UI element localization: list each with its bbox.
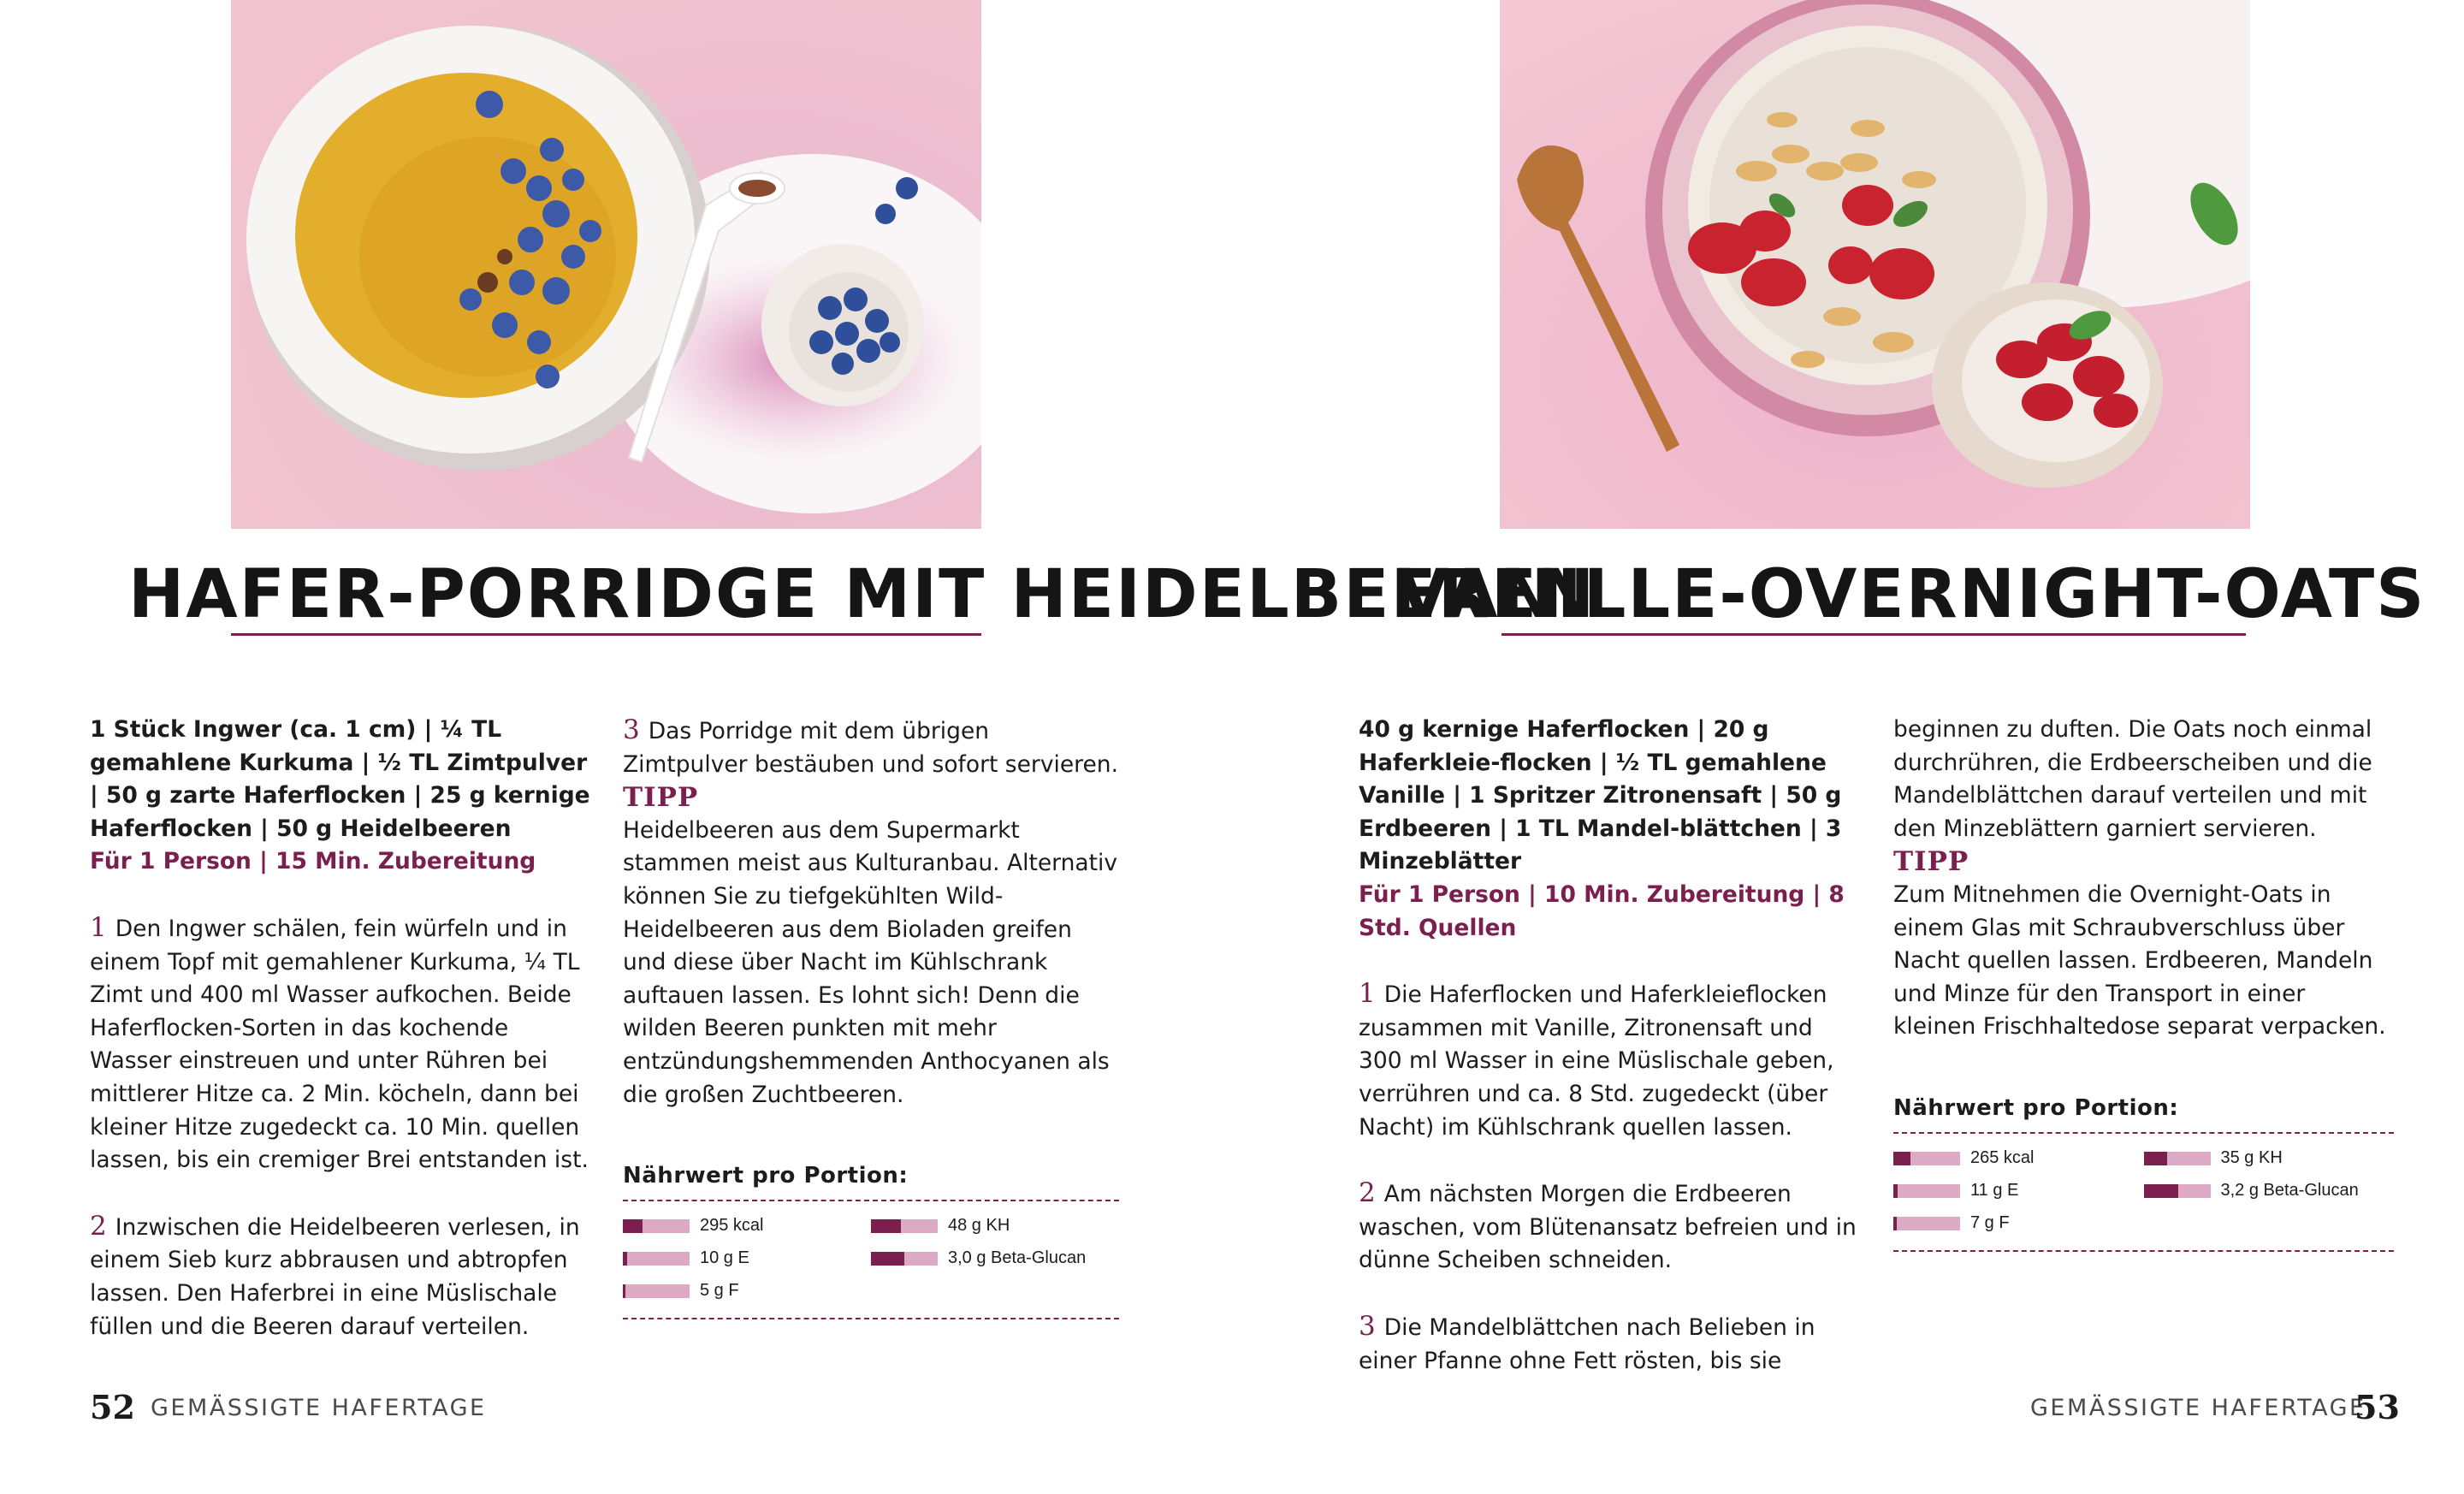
running-head: GEMÄSSIGTE HAFERTAGE (2030, 1395, 2366, 1421)
servings-time: Für 1 Person | 15 Min. Zubereitung (90, 848, 536, 875)
nutrition-bar (2144, 1184, 2211, 1198)
nutrition-bar (1893, 1217, 1960, 1230)
page-number: 52 (90, 1388, 135, 1426)
overnight-oats-photo (1500, 0, 2250, 529)
nutrition-item (623, 1275, 871, 1307)
nutrition-item (871, 1242, 1119, 1275)
nutrition-bar (871, 1219, 938, 1233)
nutrition-item (1893, 1175, 2144, 1207)
nutrition-item (2144, 1142, 2395, 1175)
recipe-title: VANILLE-OVERNIGHT-OATS (1397, 556, 2426, 633)
nutrition-bar (1893, 1152, 1960, 1165)
step-1 (1359, 977, 1859, 1144)
nutrition-label: 11 g E (1970, 1181, 2019, 1201)
nutrition-label: 295 kcal (700, 1216, 764, 1236)
step-number: 3 (623, 714, 640, 745)
step-2 (90, 1210, 590, 1343)
nutrition-item (1893, 1142, 2144, 1175)
nutrition-bar (2144, 1152, 2211, 1165)
nutrition-label: 35 g KH (2220, 1148, 2283, 1168)
running-head: GEMÄSSIGTE HAFERTAGE (151, 1395, 487, 1421)
nutrition-table (1893, 1132, 2394, 1252)
step-number: 1 (1359, 978, 1376, 1010)
nutrition-item (623, 1242, 871, 1275)
tipp-heading: TIPP (623, 782, 699, 814)
step-3 (1359, 1310, 1859, 1378)
nutrition-item (871, 1210, 1119, 1242)
step-text: Die Haferflocken und Haferkleieflocken zusammen mit Vanille, Zitronensaft und 300 ml Wasser in eine Müslischale geben, verrühren und ca. 8 Std. zugedeckt (über Nacht) im Kühlschrank quellen lassen. (1359, 981, 1834, 1141)
nutrition-label: 10 g E (700, 1248, 749, 1268)
nutrition-item (2144, 1175, 2395, 1207)
tipp-text: Zum Mitnehmen die Overnight-Oats in einem Glas mit Schraubverschluss über Nacht quellen lassen. Erdbeeren, Mandeln und Minze für den Transport in einer kleinen Frischhaltedose separat verpacken. (1893, 880, 2386, 1040)
title-underline (231, 633, 981, 636)
step-text: Inzwischen die Heidelbeeren verlesen, in einem Sieb kurz abbrausen und abtropfen lassen. Den Haferbrei in eine Müslischale füllen und die Beeren darauf verteilen. (90, 1213, 580, 1340)
recipe-title: HAFER-PORRIDGE MIT HEIDELBEEREN (128, 556, 1596, 633)
step-text: Am nächsten Morgen die Erdbeeren waschen, vom Blütenansatz befreien und in dünne Scheiben schneiden. (1359, 1181, 1857, 1274)
nutrition-bar (1893, 1184, 1960, 1198)
step-number: 1 (90, 911, 107, 943)
nutrition-table (623, 1200, 1119, 1319)
right-column-1 (1359, 714, 1859, 1378)
servings-time: Für 1 Person | 10 Min. Zubereitung | 8 Std. Quellen (1359, 880, 1845, 941)
nutrition-label: 5 g F (700, 1281, 739, 1301)
nutrition-heading: Nährwert pro Portion: (1893, 1094, 2179, 1121)
step-number: 3 (1359, 1310, 1376, 1342)
step-number: 2 (1359, 1177, 1376, 1209)
left-column-1 (90, 714, 590, 1343)
nutrition-label: 3,0 g Beta-Glucan (948, 1248, 1087, 1268)
nutrition-heading: Nährwert pro Portion: (623, 1163, 909, 1189)
nutrition-bar (623, 1252, 690, 1266)
ingredients: 40 g kernige Haferflocken | 20 g Haferkleie-flocken | ½ TL gemahlene Vanille | 1 Spritzer Zitronensaft | 50 g Erdbeeren | 1 TL Mandel-blättchen | 3 Minzeblätter (1359, 716, 1842, 875)
nutrition-bar (623, 1284, 690, 1298)
step-1 (90, 911, 590, 1177)
title-underline (1502, 633, 2246, 636)
nutrition-label: 3,2 g Beta-Glucan (2220, 1181, 2359, 1201)
nutrition-item (623, 1210, 871, 1242)
nutrition-bar (623, 1219, 690, 1233)
nutrition-label: 265 kcal (1970, 1148, 2035, 1168)
tipp-text: Heidelbeeren aus dem Supermarkt stammen meist aus Kulturanbau. Alternativ können Sie zu tiefgekühlten Wild-Heidelbeeren aus dem Bioladen greifen und diese über Nacht im Kühlschrank auftauen lassen. Es lohnt sich! Denn die wilden Beeren punkten mit mehr entzündungshemmenden Anthocyanen als die großen Zuchtbeeren. (623, 816, 1118, 1108)
step-text: Den Ingwer schälen, fein würfeln und in einem Topf mit gemahlener Kurkuma, ¼ TL Zimt und 400 ml Wasser aufkochen. Beide Haferflocken-Sorten in das kochende Wasser einstreuen und unter Rühren bei mittlerer Hitze ca. 2 Min. köcheln, dann bei kleiner Hitze zugedeckt ca. 10 Min. quellen lassen, bis ein cremiger Brei entstanden ist. (90, 915, 589, 1174)
tipp-heading: TIPP (1893, 846, 1969, 878)
step-text: Die Mandelblättchen nach Belieben in einer Pfanne ohne Fett rösten, bis sie (1359, 1313, 1815, 1374)
left-column-2 (623, 714, 1119, 1319)
step-2 (1359, 1177, 1859, 1278)
page-number: 53 (2354, 1388, 2400, 1426)
step-text: Das Porridge mit dem übrigen Zimtpulver bestäuben und sofort servieren. (623, 718, 1119, 778)
nutrition-label: 48 g KH (948, 1216, 1010, 1236)
step-3 (623, 714, 1119, 781)
nutrition-item (1893, 1207, 2144, 1240)
ingredients: 1 Stück Ingwer (ca. 1 cm) | ¼ TL gemahlene Kurkuma | ½ TL Zimtpulver | 50 g zarte Haferflocken | 25 g kernige Haferflocken | 50 g Heidelbeeren (90, 716, 590, 842)
right-column-2 (1893, 714, 2394, 1252)
nutrition-label: 7 g F (1970, 1213, 2010, 1233)
porridge-blueberry-photo (231, 0, 981, 529)
step-number: 2 (90, 1210, 107, 1242)
step-3-continuation: beginnen zu duften. Die Oats noch einmal durchrühren, die Erdbeerscheiben und die Mandelblättchen darauf verteilen und mit den Minzeblättern garniert servieren. (1893, 716, 2372, 842)
nutrition-bar (871, 1252, 938, 1266)
